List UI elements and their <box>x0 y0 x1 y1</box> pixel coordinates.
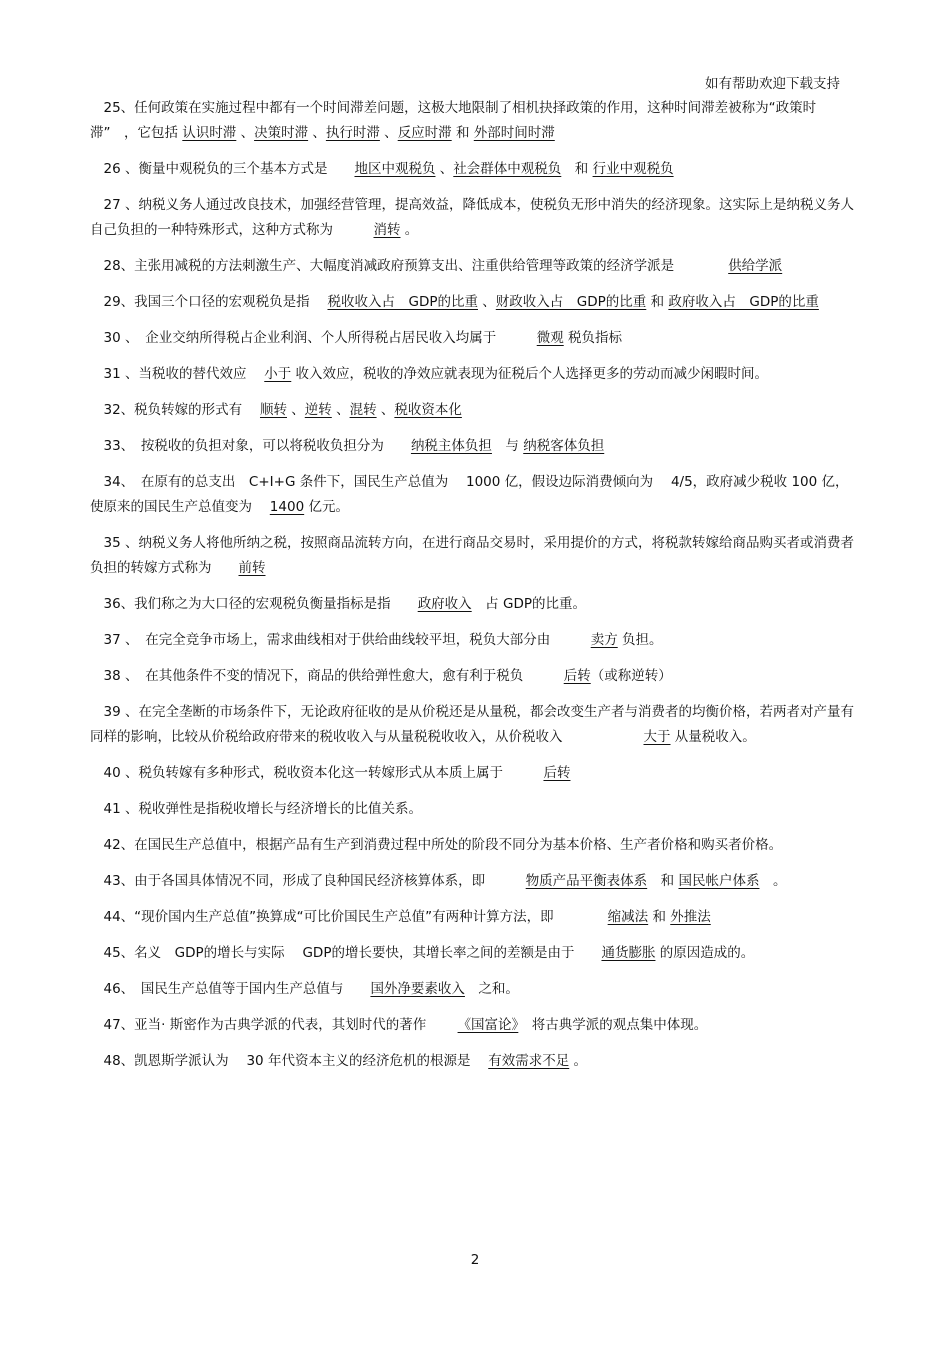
answer-text: 执行时滞 <box>325 125 380 141</box>
question-item <box>90 290 862 315</box>
answer-text: 物质产品平衡表体系 <box>525 873 648 889</box>
question-text: （或称逆转） <box>590 668 672 684</box>
question-text: 44、“现价国内生产总值”换算成“可比价国民生产总值”有两种计算方法，即 <box>90 909 608 925</box>
question-text: 40 、税负转嫁有多种形式，税收资本化这一转嫁形式从本质上属于 <box>90 765 544 781</box>
answer-text: 缩减法 <box>607 909 649 925</box>
question-text: 、 <box>379 125 398 141</box>
question-text: 和 <box>646 294 669 310</box>
question-item <box>90 254 862 279</box>
question-text: 30 、 企业交纳所得税占企业利润、个人所得税占居民收入均属于 <box>90 330 537 346</box>
question-item <box>90 470 862 520</box>
question-item <box>90 833 862 858</box>
question-text: 与 <box>491 438 524 454</box>
answer-text: 顺转 <box>259 402 287 418</box>
question-text: 收入效应，税收的净效应就表现为征税后个人选择更多的劳动而减少闲暇时间。 <box>291 366 769 382</box>
page-number: 2 <box>470 1252 480 1268</box>
question-item <box>90 700 862 750</box>
answer-text: 政府收入 <box>417 596 472 612</box>
answer-text: 行业中观税负 <box>592 161 674 177</box>
question-text: 的原因造成的。 <box>655 945 755 961</box>
question-item <box>90 797 862 822</box>
question-text: 将古典学派的观点集中体现。 <box>518 1017 708 1033</box>
answer-text: 有效需求不足 <box>488 1053 570 1069</box>
question-text: 35 、纳税义务人将他所纳之税，按照商品流转方向，在进行商品交易时，采用提价的方式，将税款转嫁给商品购买者或消费者负担的转嫁方式称为 <box>90 535 854 576</box>
question-item <box>90 362 862 387</box>
question-text: 47、亚当· 斯密作为古典学派的代表，其划时代的著作 <box>90 1017 458 1033</box>
question-text: 31 、当税收的替代效应 <box>90 366 265 382</box>
question-text: 28、主张用减税的方法刺激生产、大幅度消减政府预算支出、注重供给管理等政策的经济学派是 <box>90 258 729 274</box>
answer-text: 微观 <box>536 330 564 346</box>
question-text: 46、 国民生产总值等于国内生产总值与 <box>90 981 371 997</box>
question-text: 41 、税收弹性是指税收增长与经济增长的比值关系。 <box>90 801 422 817</box>
answer-text: 纳税客体负担 <box>523 438 605 454</box>
question-item <box>90 761 862 786</box>
answer-text: 前转 <box>238 560 266 576</box>
question-text: 29、我国三个口径的宏观税负是指 <box>90 294 328 310</box>
question-text: 之和。 <box>464 981 519 997</box>
question-text: 和 <box>648 909 671 925</box>
question-text: 43、由于各国具体情况不同，形成了良种国民经济核算体系，即 <box>90 873 526 889</box>
question-text: 和 <box>561 161 593 177</box>
question-item <box>90 326 862 351</box>
question-text: 37 、 在完全竞争市场上，需求曲线相对于供给曲线较平坦，税负大部分由 <box>90 632 591 648</box>
answer-text: 反应时滞 <box>397 125 452 141</box>
question-list <box>90 96 862 1085</box>
question-text: 、 <box>376 402 395 418</box>
answer-text: 逆转 <box>304 402 332 418</box>
question-text: 从量税收入。 <box>670 729 756 745</box>
question-text: 、 <box>435 161 454 177</box>
answer-text: 财政收入占 GDP的比重 <box>495 294 647 310</box>
question-text: 27 、纳税义务人通过改良技术，加强经营管理，提高效益，降低成本，使税负无形中消失的经济现象。这实际上是纳税义务人自己负担的一种特殊形式，这种方式称为 <box>90 197 854 238</box>
answer-text: 混转 <box>349 402 377 418</box>
question-text: 42、在国民生产总值中，根据产品有生产到消费过程中所处的阶段不同分为基本价格、生产者价格和购买者价格。 <box>90 837 783 853</box>
answer-text: 认识时滞 <box>182 125 237 141</box>
question-text: 、 <box>308 125 326 141</box>
answer-text: 国外净要素收入 <box>370 981 465 997</box>
answer-text: 大于 <box>643 729 671 745</box>
answer-text: 外推法 <box>670 909 711 925</box>
answer-text: 税收资本化 <box>394 402 462 418</box>
question-item <box>90 592 862 617</box>
answer-text: 通货膨胀 <box>601 945 656 961</box>
answer-text: 《国富论》 <box>457 1017 519 1033</box>
question-text: 36、我们称之为大口径的宏观税负衡量指标是指 <box>90 596 418 612</box>
question-item <box>90 193 862 243</box>
answer-text: 消转 <box>373 222 401 238</box>
answer-text: 税收收入占 GDP的比重 <box>327 294 478 310</box>
question-item <box>90 869 862 894</box>
answer-text: 决策时滞 <box>254 125 309 141</box>
answer-text: 供给学派 <box>728 258 783 274</box>
answer-text: 后转 <box>543 765 571 781</box>
question-item <box>90 628 862 653</box>
question-text: 税负指标 <box>563 330 623 346</box>
question-text: 和 <box>647 873 679 889</box>
question-item <box>90 434 862 459</box>
question-text: 占 GDP的比重。 <box>471 596 586 612</box>
question-text: 48、凯恩斯学派认为 30 年代资本主义的经济危机的根源是 <box>90 1053 489 1069</box>
question-text: 亿元。 <box>304 499 349 515</box>
question-item <box>90 1049 862 1074</box>
question-text: 34、 在原有的总支出 C+I+G 条件下，国民生产总值为 1000 亿，假设边际消费倾向为 4/5，政府减少税收 100 亿，使原来的国民生产总值变为 <box>90 474 849 515</box>
question-item <box>90 941 862 966</box>
answer-text: 地区中观税负 <box>354 161 436 177</box>
answer-text: 1400 <box>269 499 305 515</box>
question-text: 38 、 在其他条件不变的情况下，商品的供给弹性愈大，愈有利于税负 <box>90 668 564 684</box>
answer-text: 卖方 <box>590 632 618 648</box>
question-text: 。 <box>569 1053 588 1069</box>
answer-text: 后转 <box>563 668 591 684</box>
answer-text: 纳税主体负担 <box>410 438 492 454</box>
question-item <box>90 1013 862 1038</box>
answer-text: 社会群体中观税负 <box>453 161 562 177</box>
answer-text: 政府收入占 GDP的比重 <box>668 294 819 310</box>
question-text: 45、名义 GDP的增长与实际 GDP的增长要快，其增长率之间的差额是由于 <box>90 945 602 961</box>
question-text: 。 <box>759 873 787 889</box>
question-item <box>90 96 862 146</box>
page-header: 如有帮助欢迎下载支持 <box>705 76 840 92</box>
question-text: 、 <box>236 125 255 141</box>
question-text: 33、 按税收的负担对象，可以将税收负担分为 <box>90 438 411 454</box>
question-text: 、 <box>477 294 496 310</box>
answer-text: 国民帐户体系 <box>678 873 760 889</box>
question-text: 负担。 <box>617 632 663 648</box>
question-text: 39 、在完全垄断的市场条件下，无论政府征收的是从价税还是从量税，都会改变生产者与消费者的均衡价格，若两者对产量有同样的影响，比较从价税给政府带来的税收收入与从量税税收收入，从价税收入 <box>90 704 854 745</box>
question-text: 、 <box>286 402 305 418</box>
question-text: 26 、衡量中观税负的三个基本方式是 <box>90 161 355 177</box>
question-item <box>90 531 862 581</box>
question-text: 32、税负转嫁的形式有 <box>90 402 260 418</box>
question-item <box>90 905 862 930</box>
question-text: 和 <box>451 125 474 141</box>
question-item <box>90 157 862 182</box>
question-text: 25、任何政策在实施过程中都有一个时间滞差问题，这极大地限制了相机抉择政策的作用，这种时间滞差被称为“政策时滞” ，它包括 <box>90 100 817 141</box>
question-item <box>90 977 862 1002</box>
answer-text: 外部时间时滞 <box>473 125 555 141</box>
question-text: 、 <box>331 402 350 418</box>
question-text: 。 <box>400 222 419 238</box>
question-item <box>90 664 862 689</box>
answer-text: 小于 <box>264 366 292 382</box>
question-item <box>90 398 862 423</box>
